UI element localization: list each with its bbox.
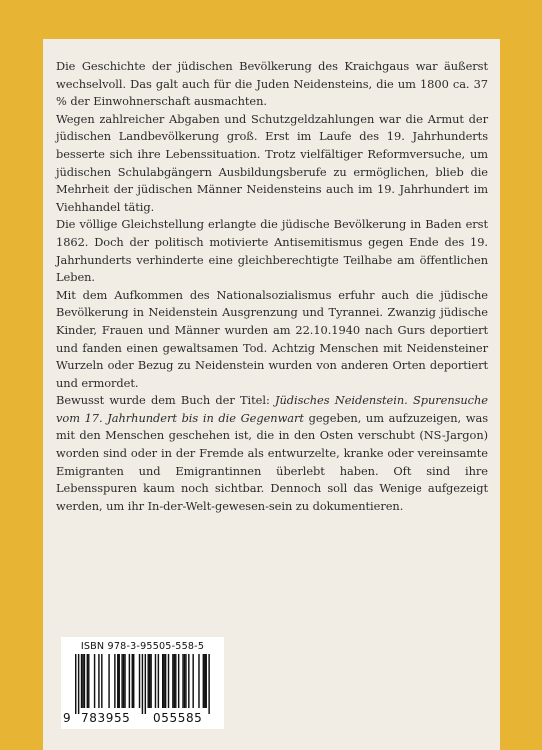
barcode-bar xyxy=(132,654,133,708)
barcode-bar xyxy=(142,654,143,714)
barcode-bar xyxy=(175,654,176,708)
ean-right-digits: 055585 xyxy=(153,711,203,725)
barcode-bar xyxy=(139,654,140,708)
barcode-bar xyxy=(123,654,124,708)
barcode-bar xyxy=(204,654,205,708)
paragraph-equality: Die völlige Gleichstellung erlangte die jüdische Bevölkerung in Baden erst 1862. Doch der politisch motivierte Antisemitismus gegen Ende des 19. Jahrhunderts verhinderte eine gleichberechtigte Teilhabe am öffentlichen Leben. xyxy=(56,217,488,285)
ean-left-digits: 783955 xyxy=(81,711,131,725)
barcode-bars xyxy=(75,654,210,714)
ean-first-digit: 9 xyxy=(63,711,72,725)
barcode-bar xyxy=(101,654,102,708)
barcode-bar xyxy=(165,654,166,708)
barcode-bar xyxy=(163,654,164,708)
barcode-bar xyxy=(145,654,146,714)
paragraph-nazism: Mit dem Aufkommen des Nationalsozialismus erfuhr auch die jüdische Bevölkerung in Neidenstein Ausgrenzung und Tyrannei. Zwanzig jüdische Kinder, Frauen und Männer wurden am 22.10.1940 nach Gurs deportiert und fanden einen gewaltsamen Tod. Achtzig Menschen mit Neidensteiner Wurzeln oder Bezug zu Neidenstein wurden von anderen Orten deportiert und ermordet. xyxy=(56,287,488,390)
barcode-bar xyxy=(174,654,175,708)
barcode-bar xyxy=(148,654,149,708)
barcode-bar xyxy=(121,654,122,708)
back-cover-text xyxy=(56,58,488,515)
barcode-bar xyxy=(182,654,183,708)
book-title: Jüdisches Neidenstein. Spurensuche vom 17. Jahrhundert bis in die Gegenwart xyxy=(56,393,488,425)
barcode-bar xyxy=(178,654,179,708)
paragraph-title-pre: Bewusst wurde dem Buch der Titel: xyxy=(56,393,275,408)
barcode-bar xyxy=(75,654,76,714)
barcode-bar xyxy=(150,654,151,708)
barcode-bar xyxy=(82,654,83,708)
barcode-bar xyxy=(149,654,150,708)
barcode-bar xyxy=(155,654,156,708)
barcode-bar xyxy=(198,654,199,708)
barcode-bar xyxy=(168,654,169,708)
barcode-bar xyxy=(88,654,89,708)
text-panel xyxy=(43,39,500,750)
barcode-bar xyxy=(124,654,125,708)
barcode-bar xyxy=(119,654,120,708)
isbn-label: ISBN 978-3-95505-558-5 xyxy=(80,641,205,652)
barcode-bar xyxy=(81,654,82,708)
barcode-bar xyxy=(117,654,118,708)
barcode-bar xyxy=(114,654,115,708)
barcode-bar xyxy=(208,654,209,714)
barcode-bar xyxy=(133,654,134,708)
isbn-barcode xyxy=(61,637,224,729)
barcode-bar xyxy=(94,654,95,708)
barcode-bar xyxy=(185,654,186,708)
barcode-bar xyxy=(172,654,173,708)
barcode-bar xyxy=(184,654,185,708)
barcode-bar xyxy=(78,654,79,714)
barcode-bar xyxy=(108,654,109,708)
barcode-bar xyxy=(98,654,99,708)
paragraph-poverty: Wegen zahlreicher Abgaben und Schutzgeldzahlungen war die Armut der jüdischen Landbevölkerung groß. Erst im Laufe des 19. Jahrhunderts besserte sich ihre Lebenssituation. Trotz vielfältiger Reformversuche, um jüdischen Schulabgängern Ausbildungsberufe zu ermöglichen, blieb die Mehrheit der jüdischen Männer Neidensteins auch im 19. Jahrhundert im Viehhandel tätig. xyxy=(56,111,488,214)
barcode-bar xyxy=(192,654,193,708)
barcode-bar xyxy=(206,654,207,708)
barcode-bar xyxy=(84,654,85,708)
paragraph-title-post: gegeben, um aufzuzeigen, was mit den Menschen geschehen ist, die in den Osten verschubt (NS-Jargon) worden sind oder in der Fremde als entwurzelte, kranke oder vereinsamte Emigranten und Emigrantinnen überlebt haben. Oft sind ihre Lebensspuren kaum noch sichtbar. Dennoch soll das Wenige aufgezeigt werden, um ihr In-der-Welt-gewesen-sein zu dokumentieren. xyxy=(56,410,488,513)
barcode-bar xyxy=(162,654,163,708)
paragraph-title xyxy=(56,392,488,515)
barcode-bar xyxy=(129,654,130,708)
barcode-bar xyxy=(158,654,159,708)
paragraph-history: Die Geschichte der jüdischen Bevölkerung des Kraichgaus war äußerst wechselvoll. Das galt auch für die Juden Neidensteins, die um 1800 ca. 37 % der Einwohnerschaft ausmachten. xyxy=(56,59,488,109)
barcode-bar xyxy=(87,654,88,708)
barcode-bar xyxy=(188,654,189,708)
barcode-bar xyxy=(203,654,204,708)
